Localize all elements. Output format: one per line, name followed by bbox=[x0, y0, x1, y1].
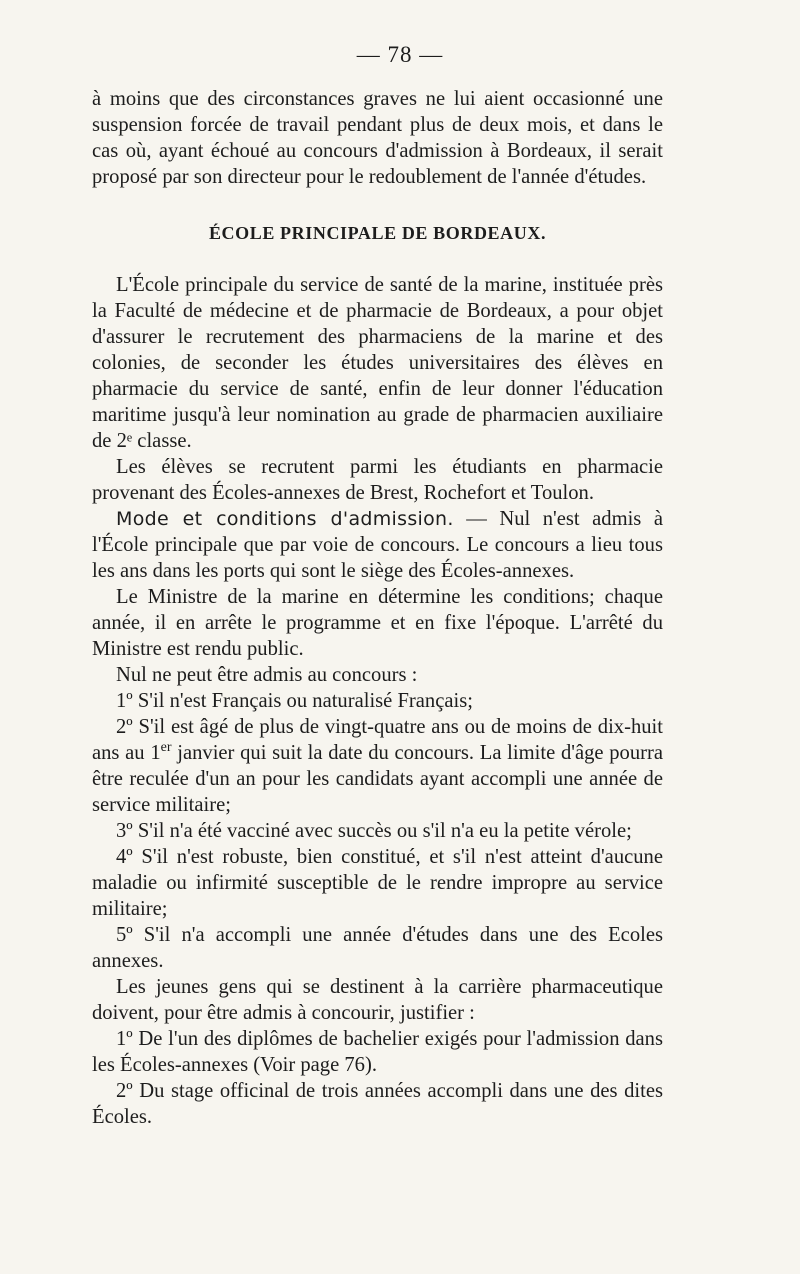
admission-text: — Nul n'est admis à l'École principale que par voie de concours. Le concours a lieu tous les ans dans les ports qui sont le siège des Écoles-annexes. bbox=[92, 508, 663, 582]
condition-4: 4º S'il n'est robuste, bien constitué, et s'il n'est atteint d'aucune maladie ou infirmité susceptible de le rendre impropre au service militaire; bbox=[92, 846, 663, 920]
school-description-paragraph: L'École principale du service de santé de la marine, instituée près la Faculté de médecine et de pharmacie de Bordeaux, a pour objet d'assurer le recrutement des pharmaciens de la marine et des colonies, de seconder les études universitaires des élèves en pharmacie du service de santé, enfin de leur donner l'éducation maritime jusqu'à leur nomination au grade de pharmacien auxiliaire de 2ᵉ classe. bbox=[92, 274, 663, 452]
condition-2 bbox=[92, 714, 663, 818]
minister-paragraph: Le Ministre de la marine en détermine les conditions; chaque année, il en arrête le programme et en fixe l'époque. L'arrêté du Ministre est rendu public. bbox=[92, 586, 663, 660]
section-heading: ÉCOLE PRINCIPALE DE BORDEAUX. bbox=[208, 223, 547, 243]
page-body bbox=[92, 86, 663, 1130]
admission-lead: Mode et conditions d'admission. bbox=[116, 508, 454, 530]
requirement-2: 2º Du stage officinal de trois années accompli dans une des dites Écoles. bbox=[92, 1080, 663, 1128]
recruitment-paragraph: Les élèves se recrutent parmi les étudiants en pharmacie provenant des Écoles-annexes de Brest, Rochefort et Toulon. bbox=[92, 456, 663, 504]
condition-3: 3º S'il n'a été vacciné avec succès ou s'il n'a eu la petite vérole; bbox=[116, 820, 632, 842]
condition-2-end: janvier qui suit la date du concours. La limite d'âge pourra être reculée d'un an pour les candidats ayant accompli une année de service militaire; bbox=[92, 742, 663, 816]
condition-2-start: 2º S'il est âgé de plus de vingt-quatre ans ou de moins de dix-huit ans au 1 bbox=[92, 716, 663, 764]
admission-paragraph bbox=[92, 506, 663, 584]
intro-paragraph: à moins que des circonstances graves ne lui aient occasionné une suspension forcée de travail pendant plus de deux mois, et dans le cas où, ayant échoué au concours d'admission à Bordeaux, il serait proposé par son directeur pour le redoublement de l'année d'études. bbox=[92, 88, 663, 188]
condition-1: 1º S'il n'est Français ou naturalisé Français; bbox=[116, 690, 473, 712]
page-number: — 78 — bbox=[356, 42, 444, 67]
exclusions-intro: Nul ne peut être admis au concours : bbox=[116, 664, 418, 686]
condition-2-superscript: er bbox=[160, 740, 172, 756]
requirements-intro: Les jeunes gens qui se destinent à la carrière pharmaceutique doivent, pour être admis à concourir, justifier : bbox=[92, 976, 663, 1024]
condition-5: 5º S'il n'a accompli une année d'études dans une des Ecoles annexes. bbox=[92, 924, 663, 972]
requirement-1: 1º De l'un des diplômes de bachelier exigés pour l'admission dans les Écoles-annexes (Voir page 76). bbox=[92, 1028, 663, 1076]
